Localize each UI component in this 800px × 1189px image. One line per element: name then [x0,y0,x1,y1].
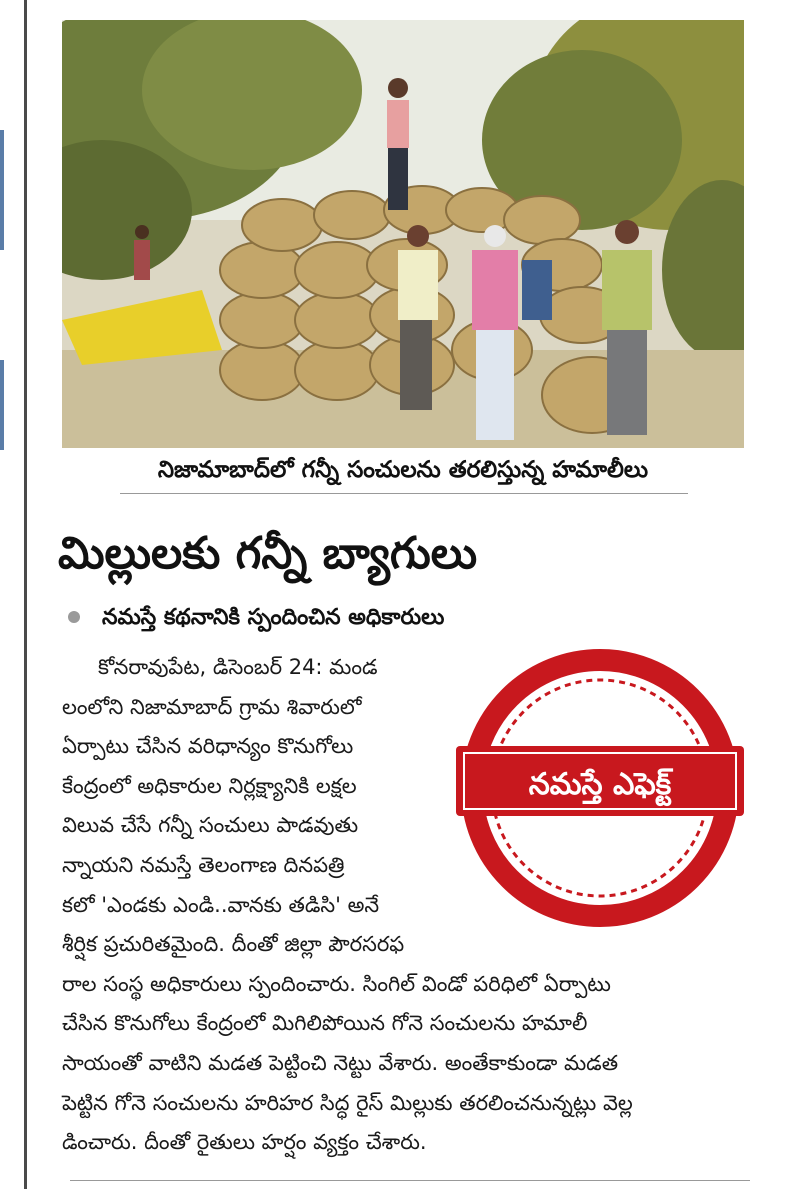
body-line: ఏర్పాటు చేసిన వరిధాన్యం కొనుగోలు [62,734,354,759]
headline: మిల్లులకు గన్నీ బ్యాగులు [58,528,478,579]
subheadline [62,598,752,638]
body-line: న్నాయని నమస్తే తెలంగాణ దినపత్రి [62,852,345,877]
bullet-icon [68,611,80,623]
body-line: కోనరావుపేట, డిసెంబర్ 24: మండ [98,655,378,679]
bottom-rule [70,1180,750,1181]
body-line: డించారు. దీంతో రైతులు హర్షం వ్యక్తం చేశారు. [62,1130,427,1155]
photo-caption: నిజామాబాద్‌లో గన్నీ సంచులను తరలిస్తున్న హమాలీలు [157,457,649,483]
photo-gunny-bags-icon [62,20,744,448]
body-line: చేసిన కొనుగోలు కేంద్రంలో మిగిలిపోయిన గోనె సంచులను హమాలీ [62,1011,588,1036]
caption-rule [120,493,688,494]
edge-mark [0,130,4,250]
stamp-label: నమస్తే ఎఫెక్ట్ [528,767,672,802]
body-line: కలో 'ఎండకు ఎండి..వానకు తడిసి' అనే [62,892,380,917]
namaste-effect-stamp [450,648,750,928]
news-photo [62,20,744,448]
body-line: శీర్షిక ప్రచురితమైంది. దీంతో జిల్లా పౌరసరఫ [62,932,405,957]
edge-mark [0,360,4,450]
body-line: పెట్టిన గోనె సంచులను హరిహర సిద్ధ రైస్ మిల్లుకు తరలించనున్నట్లు వెల్ల [62,1090,633,1115]
body-line: కేంద్రంలో అధికారుల నిర్లక్ష్యానికి లక్షల [62,773,357,798]
subheadline-text: నమస్తే కథనానికి స్పందించిన అధికారులు [102,605,445,630]
body-line: విలువ చేసే గన్నీ సంచులు పాడవుతు [62,813,359,838]
body-line: సాయంతో వాటిని మడత పెట్టించి నెట్టు వేశారు. అంతేకాకుండా మడత [62,1050,619,1075]
body-line: రాల సంస్థ అధికారులు స్పందించారు. సింగిల్ విండో పరిధిలో ఏర్పాటు [62,971,611,996]
body-line: లంలోని నిజామాబాద్ గ్రామ శివారులో [62,694,362,719]
column-divider [24,0,27,1189]
